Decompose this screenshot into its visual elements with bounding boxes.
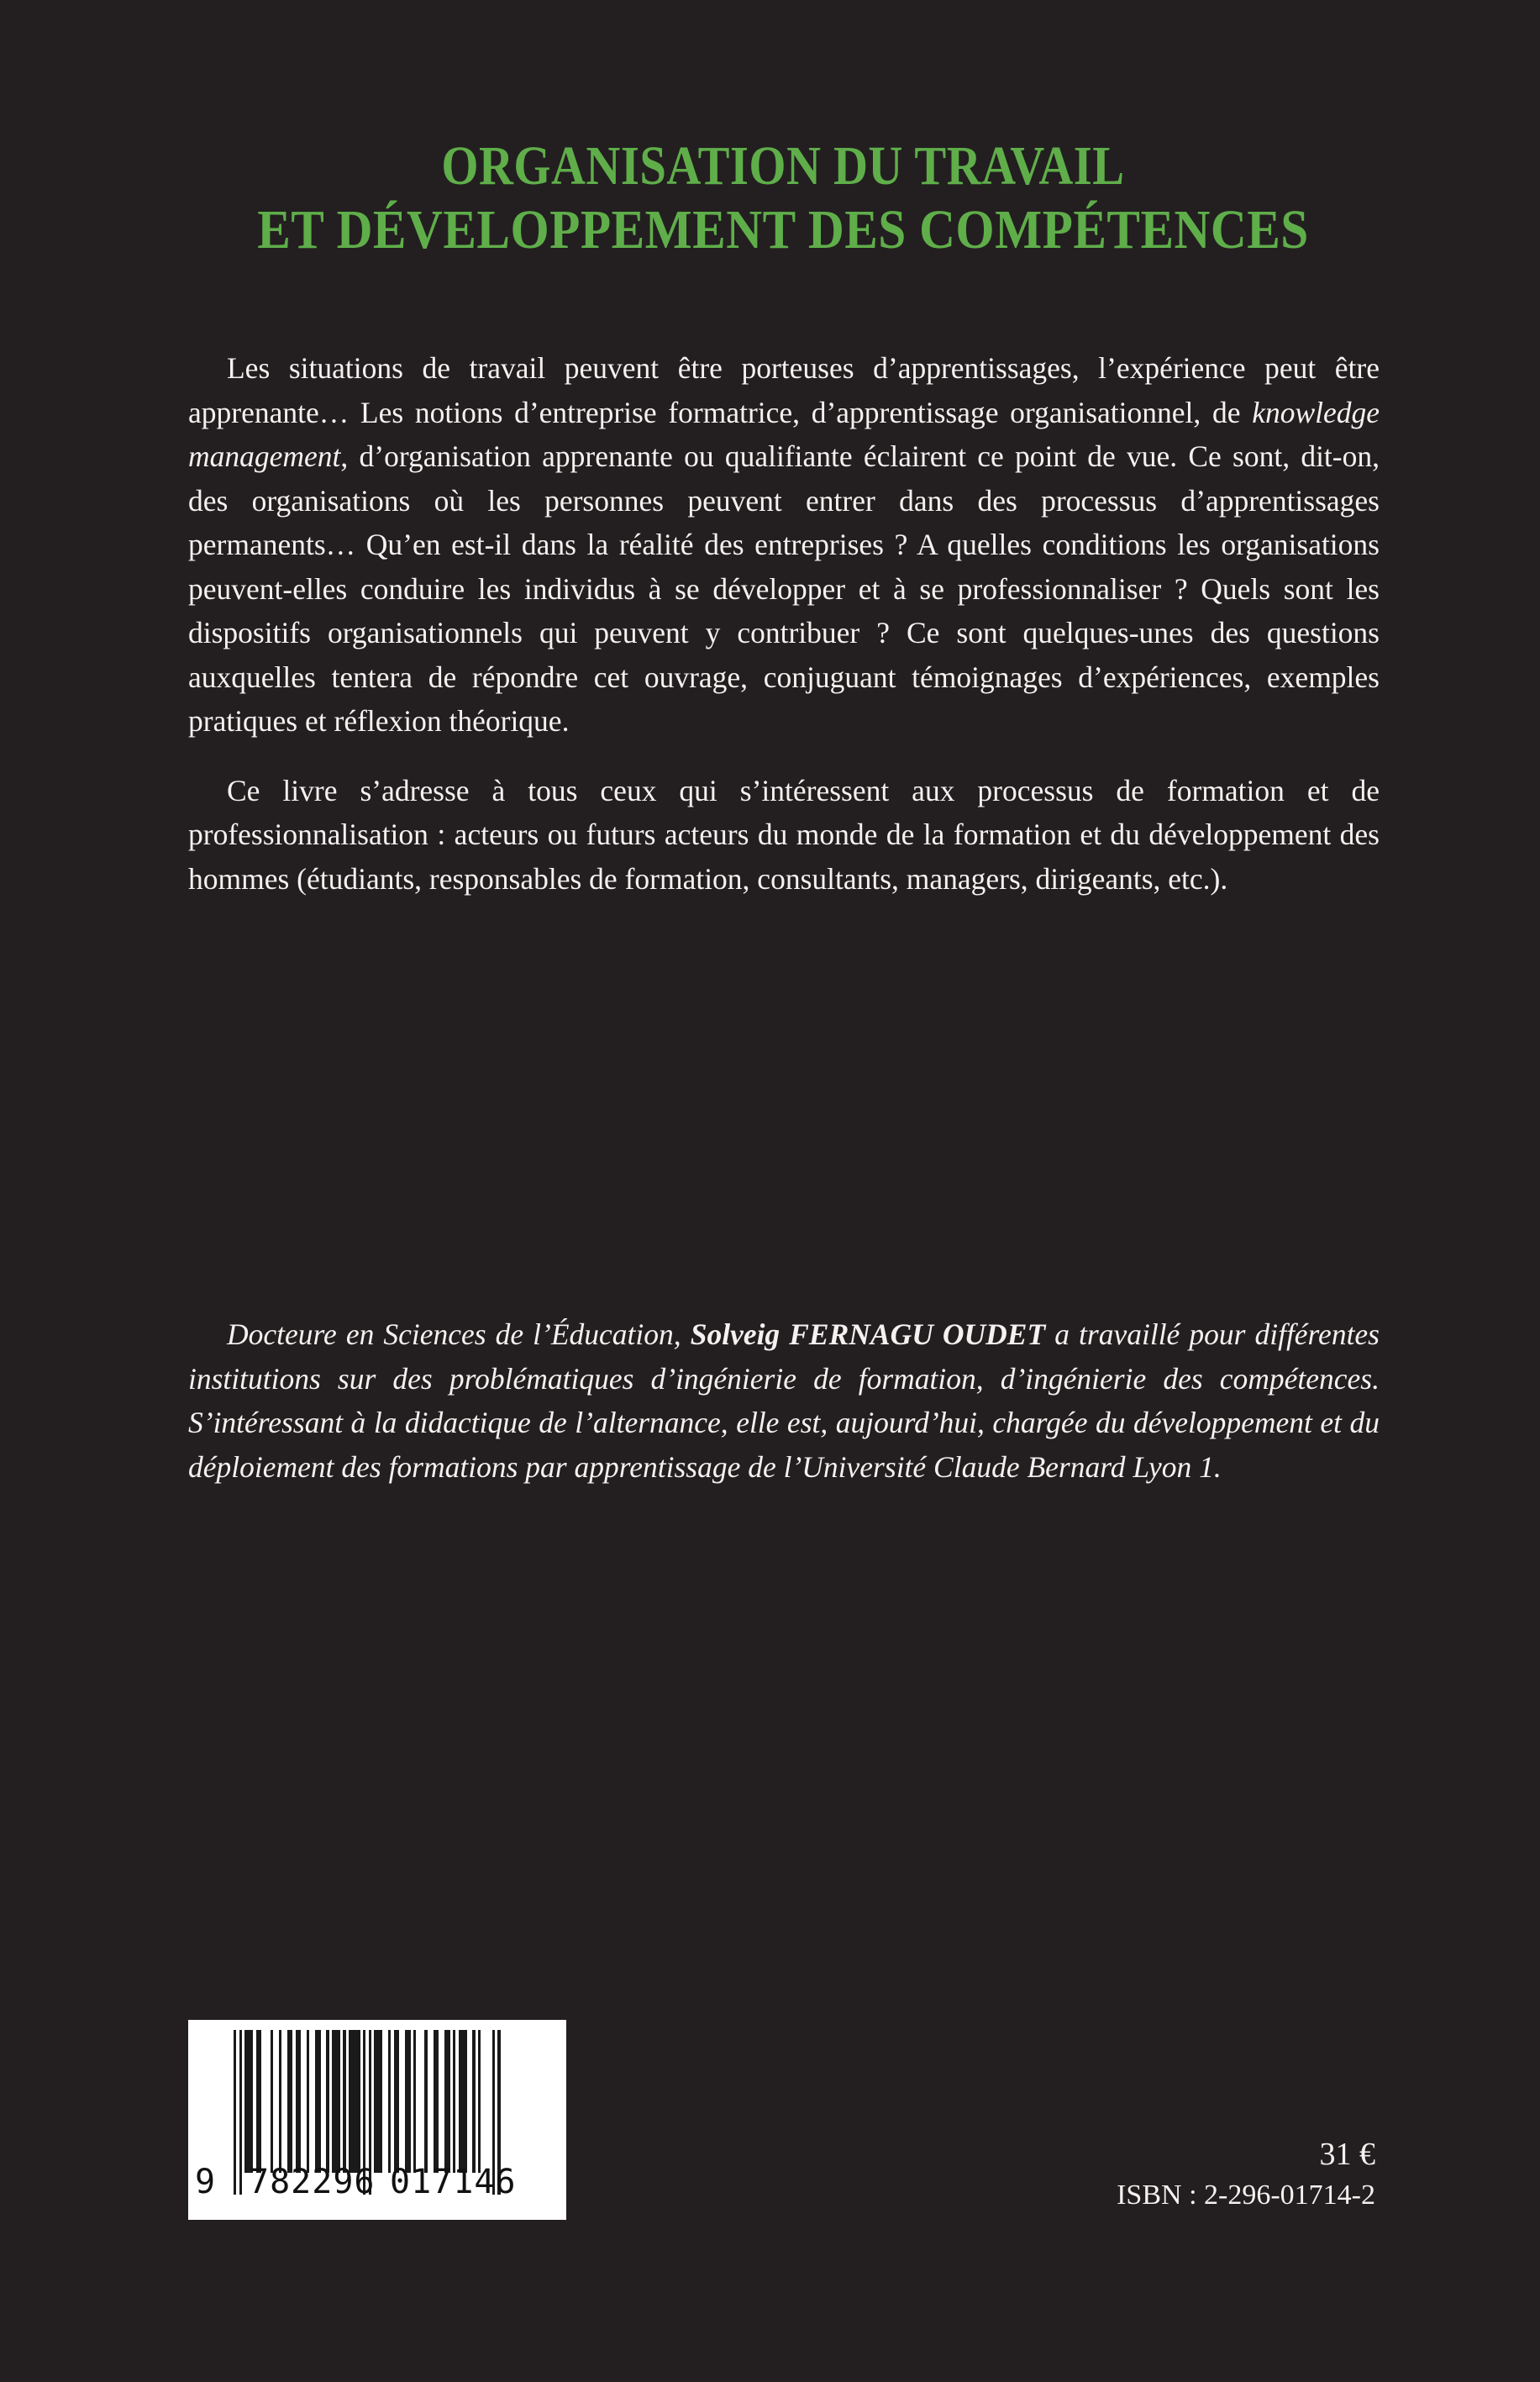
barcode-module [439,2030,444,2173]
barcode-module [434,2030,439,2173]
title-line-2: ET DÉVELOPPEMENT DES COMPÉTENCES [257,199,1309,260]
barcode-module [399,2030,405,2173]
barcode-module [315,2030,321,2173]
barcode-module [394,2030,400,2173]
blurb-p1-italic-term: knowledge management [188,395,1380,473]
barcode-lead-digit: 9 [195,2163,217,2201]
barcode-module [444,2030,450,2173]
price-isbn-block [1117,2134,1375,2215]
bio-part1: Docteure en Sciences de l’Éducation, [227,1317,691,1351]
barcode-module [332,2030,340,2173]
barcode-module [273,2030,279,2173]
blurb-p1-part2: , d’organisation apprenante ou qualifiante éclairent ce point de vue. Ce sont, dit-on, des organisations où les personnes peuvent entrer dans des processus d’apprentissages permanents… Qu’en est-il dans la réalité des entreprises ? A quelles conditions les organisations peuvent-elles conduire les individus à se développer et à se professionnaliser ? Quels sont les dispositifs organisationnels qui peuvent y contribuer ? Ce sont quelques-unes des questions auxquelles tentera de répondre cet ouvrage, conjuguant témoignages d’expériences, exemples pratiques et réflexion théorique. [188,439,1380,738]
blurb-p1-part1: Les situations de travail peuvent être porteuses d’apprentissages, l’expérience peut être apprenante… Les notions d’entreprise formatrice, d’apprentissage organisationnel, de [188,351,1380,429]
barcode-module [428,2030,434,2173]
blurb-paragraph-1 [188,346,1380,744]
barcode-module [416,2030,424,2173]
bio-part2: a travaillé pour différentes institutions sur des problématiques d’ingénierie de formation, d’ingénierie des compétences. S’intéressant à la didactique de l’alternance, elle est, aujourd’hui, chargée du développement et du déploiement des formations par apprentissage de l’Université Claude Bernard Lyon 1. [188,1317,1380,1484]
barcode-module [256,2030,262,2173]
barcode-module [467,2030,473,2173]
author-bio-paragraph [188,1312,1380,1489]
barcode-module [287,2030,293,2173]
blurb-block [188,346,1380,901]
barcode-inner [188,2020,566,2220]
title-line-1: ORGANISATION DU TRAVAIL [441,135,1125,197]
barcode-module [244,2030,253,2173]
barcode-module [481,2030,491,2173]
barcode-module [301,2030,307,2173]
barcode-bars [234,2030,501,2173]
price-label: 31 € [1319,2137,1375,2172]
barcode-module [374,2030,382,2173]
barcode-digits [188,2161,566,2208]
author-name: Solveig FERNAGU OUDET [690,1317,1046,1351]
barcode-module [296,2030,302,2173]
barcode-module [261,2030,270,2173]
barcode-module [382,2030,388,2173]
barcode-module [309,2030,315,2173]
barcode-right-group: 017146 [390,2163,517,2201]
barcode-left-group: 782296 [249,2163,376,2201]
barcode-module [459,2030,467,2173]
title-block [188,134,1378,262]
blurb-paragraph-2: Ce livre s’adresse à tous ceux qui s’intéressent aux processus de formation et de professionnalisation : acteurs ou futurs acteurs du monde de la formation et du développement des hommes (étudiants, responsables de formation, consultants, managers, dirigeants, etc.). [188,773,1380,896]
barcode-module [281,2030,287,2173]
isbn-barcode [188,2020,566,2220]
isbn-label: ISBN : 2-296-01714-2 [1117,2180,1375,2211]
barcode-module [349,2030,360,2173]
barcode-module [405,2030,411,2173]
barcode-module [321,2030,327,2173]
author-bio-block [188,1312,1380,1489]
